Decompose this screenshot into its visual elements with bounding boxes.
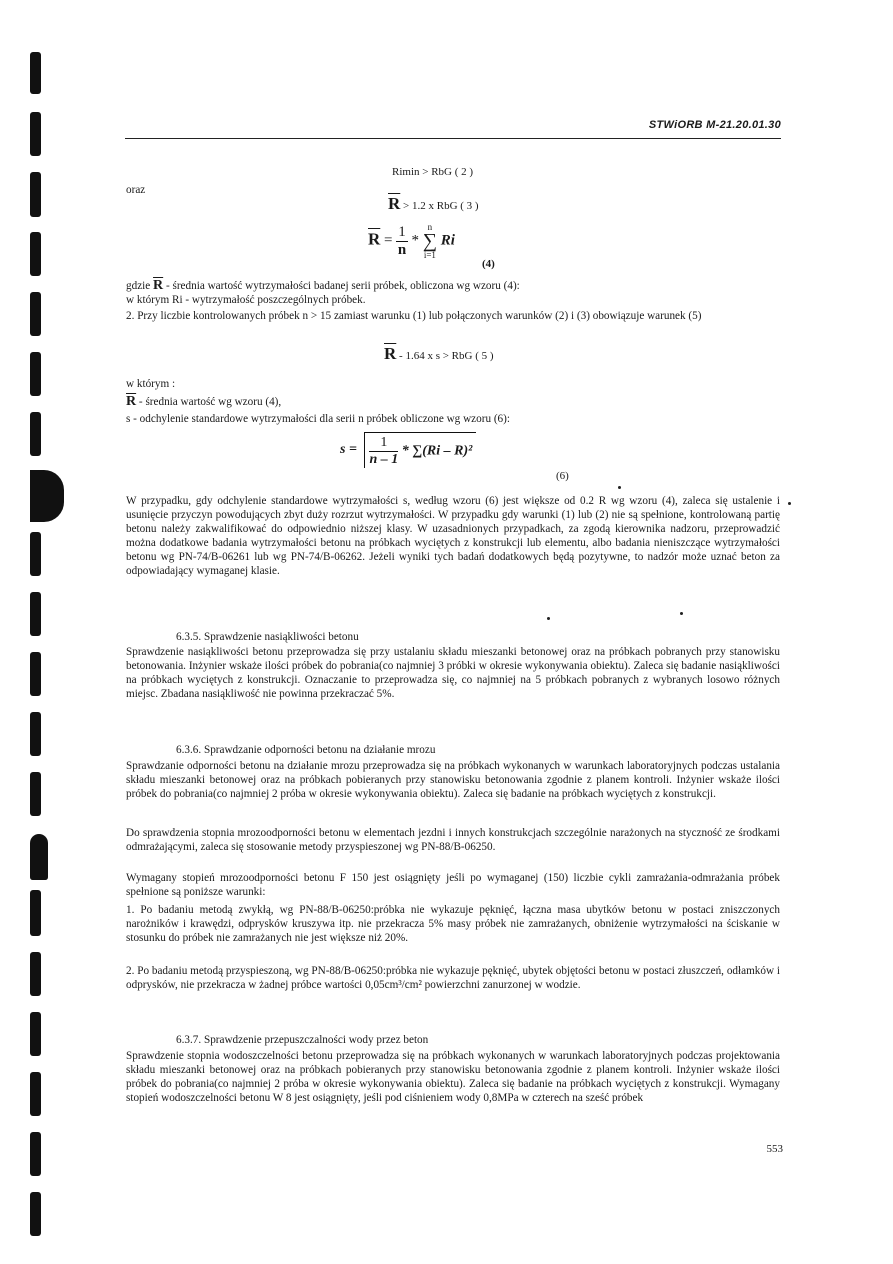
- fraction: [396, 224, 408, 259]
- binding-mark: [30, 952, 41, 996]
- oraz-label: oraz: [126, 184, 146, 196]
- formula-6: [340, 432, 476, 468]
- binding-mark: [30, 890, 41, 936]
- binding-mark: [30, 532, 41, 576]
- srednia-text: - średnia wartość wg wzoru (4),: [138, 396, 282, 408]
- paragraph-6-3-5: Sprawdzenie nasiąkliwości betonu przeprowadza się przy ustalaniu składu mieszanki betonowej oraz na próbkach pobranych przy stanowisku betonowania. Inżynier wskaże ilości próbek do pobrania(co najmniej 3 próbki w okresie wykonywania obiektu). Zaleca się badanie nasiąkliwości na próbkach wyciętych z konstrukcji. Oznaczanie to przeprowadza się, co najmniej na 5 próbkach pobranych z wybranych losowo różnych miejsc. Zbadana nasiąkliwość nie powinna przekraczać 5%.: [126, 646, 780, 701]
- paragraph-6-3-6-e: 2. Po badaniu metodą przyspieszoną, wg PN-88/B-06250:próbka nie wykazuje pęknięć, ubytek objętości betonu w postaci złuszczeń, odłamków i odprysków, nie przekracza w żadnej próbce wartości 0,05cm³/cm² powierzchni zanurzonej w wodzie.: [126, 965, 780, 992]
- scan-speck: [618, 486, 621, 489]
- fraction-denominator: n – 1: [369, 452, 399, 467]
- w-ktorym-label: w którym :: [126, 378, 176, 390]
- binding-mark: [30, 1192, 41, 1236]
- gdzie-line: gdzie $\overline{R}$ - średnia wartość wytrzymałości badanej serii próbek, obliczona wg wzoru (4):: [126, 278, 520, 293]
- paragraph-odchylenie: W przypadku, gdy odchylenie standardowe wytrzymałości s, według wzoru (6) jest większe od 0.2 R wg wzoru (4), zaleca się ustalenie i usunięcie przyczyn powodujących zbyt duży rozrzut wytrzymałości. W przypadku gdy warunki (1) lub (2) nie są spełnione, kontrolowaną partię betonu należy zakwalifikować do odpowiednio niższej klasy. W uzasadnionych przypadkach, za zgodą kierownika nadzoru, przeprowadzić można dodatkowe badania wytrzymałości betonu na próbkach wyciętych z konstrukcji lub elementu, albo badania nieniszczące wytrzymałości betonu wg PN-74/B-06261 lub wg PN-74/B-06262. Jeżeli wyniki tych badań dodatkowych będą pozytywne, to nadzór może uznać beton za odpowiadający wymaganej klasie.: [126, 495, 780, 578]
- fraction-denominator: n: [397, 241, 407, 258]
- formula-3: [388, 194, 479, 214]
- binding-mark: [30, 1132, 41, 1176]
- paragraph-6-3-6-b: Do sprawdzenia stopnia mrozoodporności betonu w elementach jezdni i innych konstrukcjach szczególnie narażonych na styczność ze środkami odmrażającymi, zaleca się stosowanie metody przyspieszonej wg PN-88/B-06250.: [126, 827, 780, 854]
- document-code: STWiORB M-21.20.01.30: [648, 119, 781, 131]
- formula-5-text: - 1.64 x s > RbG ( 5 ): [399, 350, 494, 362]
- equals-sign: =: [384, 232, 393, 249]
- fraction: [369, 435, 398, 468]
- formula-4: [368, 222, 455, 260]
- binding-mark: [30, 1072, 41, 1116]
- heading-6-3-5: 6.3.5. Sprawdzenie nasiąkliwości betonu: [176, 631, 359, 643]
- fraction-numerator: 1: [398, 223, 406, 240]
- paragraph-6-3-6-a: Sprawdzanie odporności betonu na działanie mrozu przeprowadza się na próbkach wykonanych w warunkach laboratoryjnych podczas ustalania składu mieszanki betonowej oraz na próbkach pobieranych przy stanowisku betonowania zgodnie z planem kontroli. Inżynier wskaże ilości próbek do pobrania(co najmniej 2 próba w okresie wykonywania obiektu). Zaleca się badanie na próbkach wyciętych z konstrukcji.: [126, 760, 780, 801]
- scan-speck: [680, 612, 683, 615]
- binding-mark: [30, 52, 41, 94]
- binding-mark: [30, 592, 41, 636]
- r-bar-symbol: $\overline{R}$: [126, 394, 137, 409]
- binding-mark: [30, 292, 41, 336]
- w-ktorym-ri-line: w którym Ri - wytrzymałość poszczególnych próbek.: [126, 294, 366, 306]
- paragraph-6-3-6-d: 1. Po badaniu metodą zwykłą, wg PN-88/B-06250:próbka nie wykazuje pęknięć, łączna masa ubytków betonu w postaci zniszczonych narożników i krawędzi, odprysków kruszywa itp. nie przekracza 5% masy próbek nie zamrażanych, obniżenie wytrzymałości na ściskanie w stosunku do próbek nie zamrażanych nie jest większe niż 20%.: [126, 904, 780, 945]
- binding-mark: [30, 834, 48, 880]
- multiply-sign: *: [411, 232, 419, 249]
- binding-mark: [30, 652, 41, 696]
- page-number: 553: [766, 1143, 783, 1155]
- binding-mark: [30, 470, 64, 522]
- fraction-numerator: 1: [369, 435, 398, 452]
- formula-6-label: (6): [556, 470, 569, 482]
- binding-mark: [30, 772, 41, 816]
- formula-4-label: (4): [482, 258, 495, 270]
- binding-mark: [30, 1012, 41, 1056]
- binding-mark: [30, 712, 41, 756]
- r-bar-symbol: $\overline{R}$: [153, 278, 164, 293]
- sum-upper-limit: n: [427, 222, 433, 232]
- heading-6-3-7: 6.3.7. Sprawdzenie przepuszczalności wody przez beton: [176, 1034, 429, 1046]
- r-bar-symbol: $\overline{R}$: [368, 229, 381, 249]
- binding-mark: [30, 352, 41, 396]
- formula-5: [384, 344, 494, 364]
- binding-mark: [30, 232, 41, 276]
- item-2-paragraph: 2. Przy liczbie kontrolowanych próbek n > 15 zamiast warunku (1) lub połączonych warunków (2) i (3) obowiązuje warunek (5): [126, 310, 702, 322]
- ri-symbol: Ri: [440, 232, 455, 249]
- paragraph-6-3-6-c: Wymagany stopień mrozoodporności betonu F 150 jest osiągnięty jeśli po wymaganej (150) liczbie cykli zamrażania-odmrażania próbek spełnione są poniższe warunki:: [126, 872, 780, 899]
- binding-mark: [30, 112, 41, 156]
- gdzie-text: - średnia wartość wytrzymałości badanej serii próbek, obliczona wg wzoru (4):: [165, 280, 520, 292]
- formula-2: Rimin > RbG ( 2 ): [392, 166, 474, 178]
- sum-lower-limit: i=1: [423, 250, 436, 260]
- odchylenie-line: s - odchylenie standardowe wytrzymałości dla serii n próbek obliczone wg wzoru (6):: [126, 413, 510, 425]
- scan-speck: [547, 617, 550, 620]
- sum-operator: [423, 222, 437, 260]
- scan-speck: [788, 502, 791, 505]
- binding-mark: [30, 172, 41, 217]
- formula-6-body: * ∑(Ri – R)²: [401, 443, 473, 459]
- square-root: [364, 432, 476, 468]
- s-symbol: s =: [340, 442, 357, 457]
- binding-mark: [30, 412, 41, 456]
- formula-3-text: > 1.2 x RbG ( 3 ): [403, 200, 479, 212]
- sigma-symbol: ∑: [422, 230, 438, 252]
- heading-6-3-6: 6.3.6. Sprawdzanie odporności betonu na działanie mrozu: [176, 744, 436, 756]
- r-bar-symbol: $\overline{R}$: [384, 344, 397, 363]
- paragraph-6-3-7: Sprawdzenie stopnia wodoszczelności betonu przeprowadza się na próbkach wykonanych w warunkach laboratoryjnych podczas projektowania składu mieszanki betonowej oraz na próbkach pobieranych przy stanowisku betonowania zgodnie z planem kontroli. Inżynier wskaże ilości próbek do pobrania(co najmniej 2 próba w okresie wykonywania obiektu). Zaleca się badanie na próbkach wyciętych z konstrukcji. Wymagany stopień wodoszczelności betonu W 8 jest osiągnięty, jeśli pod ciśnieniem wody 0,8MPa w czterech na sześć próbek: [126, 1050, 780, 1105]
- header-rule: [125, 138, 781, 139]
- srednia-line: [126, 394, 281, 410]
- r-bar-symbol: $\overline{R}$: [388, 194, 401, 213]
